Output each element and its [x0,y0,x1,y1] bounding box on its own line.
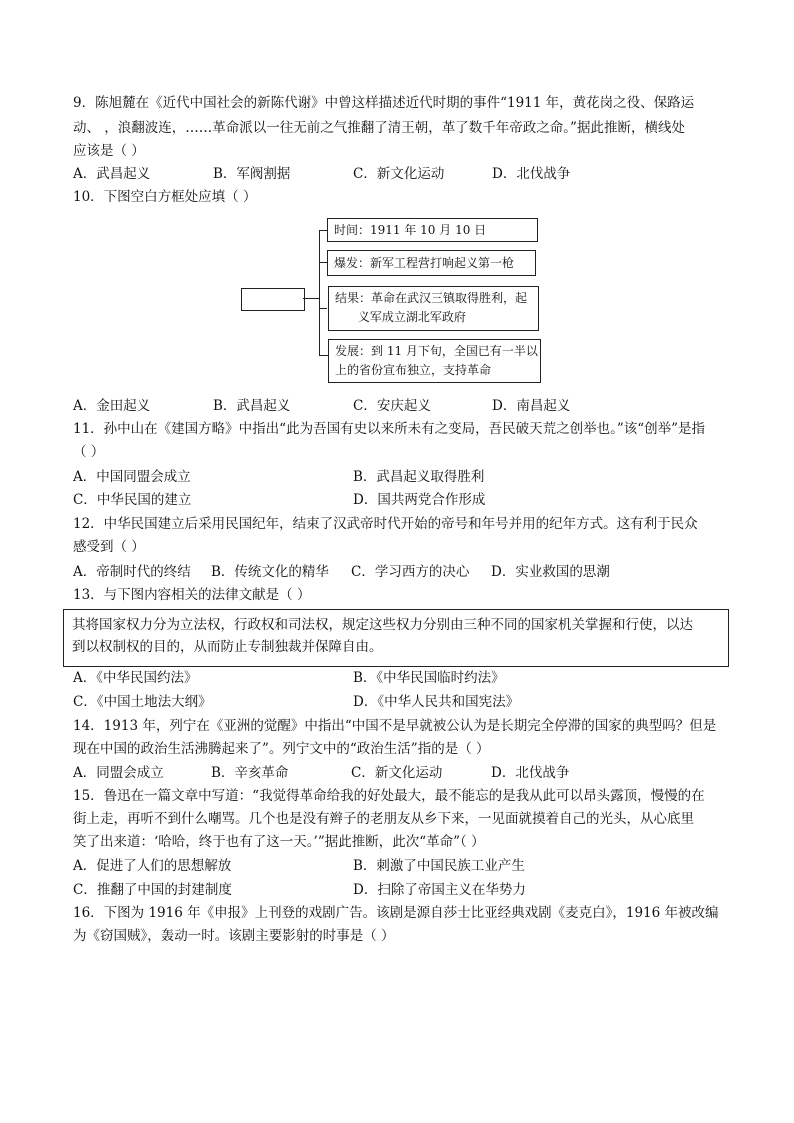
q10-connector [303,298,319,299]
q11-line-1: 11．孙中山在《建国方略》中指出“此为吾国有史以来所未有之变局，吾民破天荒之创举也。”该“创举”是指 [73,421,706,437]
q11-option-d: D．国共两党合作形成 [353,492,486,508]
q13-option-d: D．《中华人民共和国宪法》 [353,694,520,710]
q10-bracket [319,230,328,356]
q11-option-a: A．中国同盟会成立 [73,469,191,485]
q13-passage-line-2: 到以权制权的目的，从而防止专制独裁并保障自由。 [72,639,383,655]
q10-stem: 10．下图空白方框处应填（ ） [73,189,257,205]
q10-box-outbreak: 爆发：新军工程营打响起义第一枪 [327,250,536,276]
q10-connector [319,262,327,263]
q13-option-a: A．《中华民国约法》 [73,670,198,686]
q12-option-d: D．实业救国的思潮 [491,564,610,580]
q12-line-1: 12．中华民国建立后采用民国纪年，结束了汉武帝时代开始的帝号和年号并用的纪年方式。这有利于民众 [73,516,698,532]
q15-line-3: 笑了出来道：‘哈哈，终于也有了这一天。’”据此推断，此次“革命”（ ） [73,834,485,850]
q9-option-c: C．新文化运动 [353,166,445,182]
q9-line-2: 动、 ，浪翻波连，……革命派以一往无前之气推翻了清王朝，革了数千年帝政之命。”据此推断，横线处 [73,120,685,136]
q9-option-a: A．武昌起义 [73,166,151,182]
q15-line-2: 街上走，再听不到什么嘲骂。几个也是没有辫子的老朋友从乡下来，一见面就摸着自己的光头，从心底里 [73,811,694,827]
q15-option-d: D．扫除了帝国主义在华势力 [353,882,526,898]
q10-option-a: A．金田起义 [73,398,151,414]
q9-option-d: D．北伐战争 [492,166,571,182]
q12-line-2: 感受到（ ） [73,539,145,555]
q15-option-c: C．推翻了中国的封建制度 [73,882,232,898]
q12-option-b: B．传统文化的精华 [211,564,329,580]
q10-box-development: 发展：到 11 月下旬，全国已有一半以 上的省份宣布独立，支持革命 [328,339,541,383]
q10-box-result: 结果：革命在武汉三镇取得胜利，起 义军成立湖北军政府 [328,286,539,331]
q14-option-d: D．北伐战争 [491,765,570,781]
q15-option-b: B．刺激了中国民族工业产生 [353,858,525,874]
q16-line-1: 16．下图为 1916 年《申报》上刊登的戏剧广告。该剧是源自莎士比亚经典戏剧《麦克白》，1916 年被改编 [73,905,719,921]
q14-option-a: A．同盟会成立 [73,765,164,781]
q10-connector [319,308,327,309]
q10-option-d: D．南昌起义 [492,398,571,414]
q14-line-2: 现在中国的政治生活沸腾起来了”。列宁文中的“政治生活”指的是（ ） [73,741,490,757]
q9-line-1: 9．陈旭麓在《近代中国社会的新陈代谢》中曾这样描述近代时期的事件“1911 年，黄花岗之役、保路运 [73,95,695,111]
q12-option-c: C．学习西方的决心 [351,564,470,580]
q14-line-1: 14．1913 年，列宁在《亚洲的觉醒》中指出“中国不是早就被公认为是长期完全停滞的国家的典型吗？但是 [73,718,717,734]
q14-option-b: B．辛亥革命 [211,765,289,781]
q10-option-c: C．安庆起义 [353,398,431,414]
q10-box-time: 时间：1911 年 10 月 10 日 [327,218,538,242]
q13-option-c: C．《中国土地法大纲》 [73,694,212,710]
q13-stem: 13．与下图内容相关的法律文献是（ ） [73,587,311,603]
q15-option-a: A．促进了人们的思想解放 [73,858,232,874]
q10-blank-box [241,288,305,311]
q11-line-2: （ ） [73,444,105,460]
q11-option-b: B．武昌起义取得胜利 [353,469,485,485]
q13-passage-line-1: 其将国家权力分为立法权，行政权和司法权，规定这些权力分别由三种不同的国家机关掌握和行使，以达 [72,617,693,633]
q13-option-b: B．《中华民国临时约法》 [353,670,505,686]
q15-line-1: 15．鲁迅在一篇文章中写道：“我觉得革命给我的好处最大，最不能忘的是我从此可以昂头露顶，慢慢的在 [73,788,705,804]
q9-line-3: 应该是（ ） [73,143,145,159]
q12-option-a: A．帝制时代的终结 [73,564,191,580]
q10-option-b: B．武昌起义 [213,398,291,414]
q13-passage-box [63,609,729,667]
q14-option-c: C．新文化运动 [351,765,443,781]
q11-option-c: C．中华民国的建立 [73,492,192,508]
q16-line-2: 为《窃国贼》，轰动一时。该剧主要影射的时事是（ ） [73,928,395,944]
q9-option-b: B．军阀割据 [213,166,291,182]
